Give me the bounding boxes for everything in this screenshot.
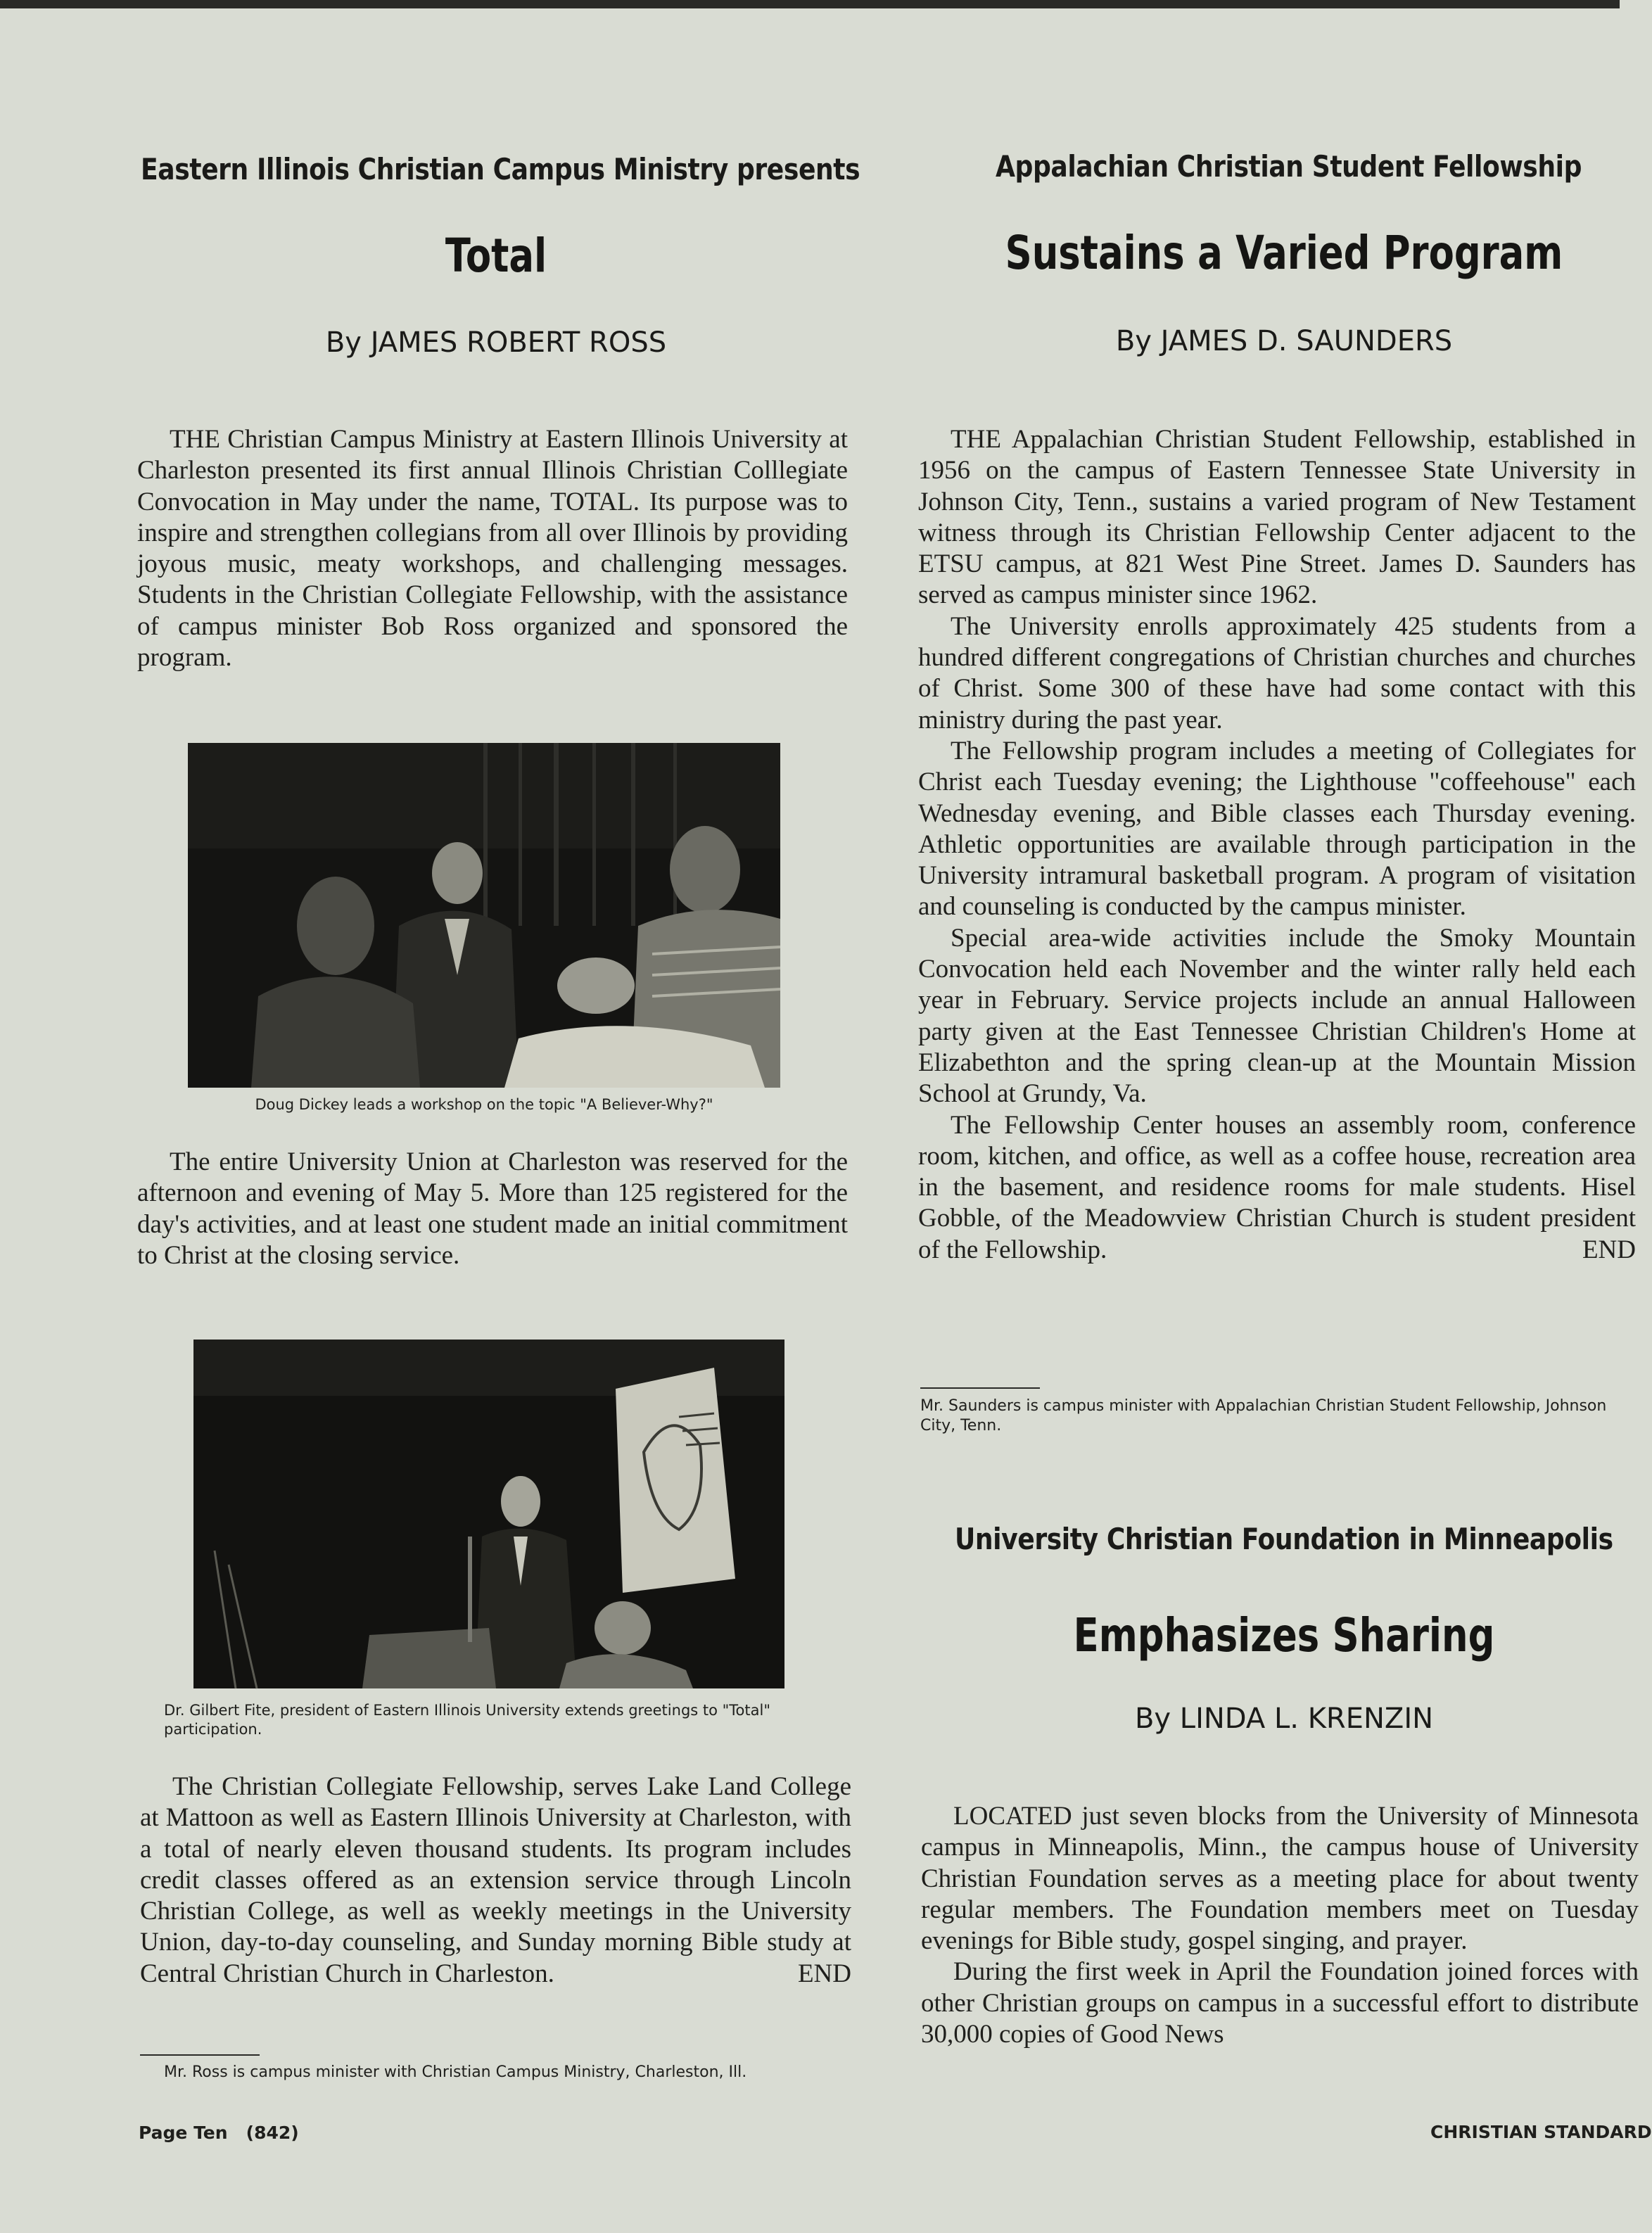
right-paragraph: Special area-wide activities include the Smoky Mountain Convocation held each November and the winter rally held each year in February. Service projects include an annual Halloween party given at the East Tennessee Christian Children's Home at Elizabethton and the spring clean-up at the Mountain Mission School at Grundy, Va. <box>918 923 1636 1109</box>
right-end-mark: END <box>1582 1235 1636 1264</box>
left-folio: Page Ten (842) <box>139 2123 299 2143</box>
right-title-2: Emphasizes Sharing <box>1073 1608 1495 1662</box>
left-paragraph-text: The Christian Collegiate Fellowship, serves Lake Land College at Mattoon as well as Eastern Illinois University at Charleston, with a total of nearly eleven thousand students. Its program includes credit classes offered as an extension service through Lincoln Christian College, as well as weekly meetings in the University Union, day-to-day counseling, and Sunday morning Bible study at Central Christian Church in Charleston. <box>140 1772 851 1988</box>
right-body-1 <box>918 424 1636 1266</box>
workshop-photo-caption: Doug Dickey leads a workshop on the topic "A Believer-Why?" <box>255 1096 713 1113</box>
right-byline-1: By JAMES D. SAUNDERS <box>1115 325 1453 357</box>
left-kicker: Eastern Illinois Christian Campus Ministry presents <box>141 152 860 186</box>
greeting-photo <box>193 1340 784 1688</box>
right-kicker-1: Appalachian Christian Student Fellowship <box>996 149 1582 184</box>
left-body-1 <box>137 424 848 673</box>
right-byline-2: By LINDA L. KRENZIN <box>1134 1703 1434 1735</box>
right-footnote-rule <box>920 1387 1040 1389</box>
right-paragraph <box>918 1110 1636 1266</box>
right-paragraph: During the first week in April the Foundation joined forces with other Christian groups on campus in a successful effort to distribute 30,000 copies of Good News <box>921 1957 1639 2049</box>
left-footnote-rule <box>140 2054 260 2056</box>
left-body-3 <box>140 1771 851 1990</box>
left-paragraph: THE Christian Campus Ministry at Eastern Illinois University at Charleston presented its first annual Illinois Christian Colllegiate Convocation in May under the name, TOTAL. Its purpose was to inspire and strengthen collegians from all over Illinois by providing joyous music, meaty workshops, and challenging messages. Students in the Christian Collegiate Fellowship, with the assistance of campus minister Bob Ross organized and sponsored the program. <box>137 425 848 673</box>
right-paragraph: THE Appalachian Christian Student Fellowship, established in 1956 on the campus of Eastern Tennessee State University in Johnson City, Tenn., sustains a varied program of New Testament witness through its Christian Fellowship Center adjacent to the ETSU campus, at 821 West Pine Street. James D. Saunders has served as campus minister since 1962. <box>918 425 1636 610</box>
right-paragraph: LOCATED just seven blocks from the University of Minnesota campus in Minneapolis, Minn., the campus house of University Christian Foundation serves as a meeting place for about twenty regular members. The Foundation members meet on Tuesday evenings for Bible study, gospel singing, and prayer. <box>921 1802 1639 1956</box>
greeting-photo-image <box>193 1340 784 1688</box>
left-paragraph: The entire University Union at Charleston was reserved for the afternoon and evening of May 5. More than 125 registered for the day's activities, and at least one student made an initial commitment to Christ at the closing service. <box>137 1147 848 1270</box>
left-footnote: Mr. Ross is campus minister with Christian Campus Ministry, Charleston, Ill. <box>164 2063 747 2081</box>
right-paragraph: The Fellowship program includes a meeting of Collegiates for Christ each Tuesday evening; the Lighthouse "coffeehouse" each Wednesday evening, and Bible classes each Thursday evening. Athletic opportunities are available through participation in the University intramural basketball program. A program of visitation and counseling is conducted by the campus minister. <box>918 736 1636 922</box>
right-paragraph: The University enrolls approximately 425 students from a hundred different congregations of Christian churches and churches of Christ. Some 300 of these have had some contact with this ministry during the past year. <box>918 611 1636 734</box>
right-folio: CHRISTIAN STANDARD <box>1430 2122 1652 2142</box>
greeting-photo-caption: Dr. Gilbert Fite, president of Eastern Illinois University extends greetings to "Total" participation. <box>164 1702 771 1738</box>
left-title: Total <box>445 229 547 283</box>
right-paragraph-text: The Fellowship Center houses an assembly room, conference room, kitchen, and office, as well as a coffee house, recreation area in the basement, and residence rooms for male students. Hisel Gobble, of the Meadowview Christian Church is student president of the Fellowship. <box>918 1110 1636 1264</box>
right-footnote: Mr. Saunders is campus minister with Appalachian Christian Student Fellowship, Johnson City, Tenn. <box>920 1397 1607 1434</box>
workshop-photo-image <box>188 743 780 1088</box>
right-column <box>918 0 1652 2233</box>
right-title-1: Sustains a Varied Program <box>1005 226 1563 280</box>
left-body-2 <box>137 1147 848 1271</box>
left-byline: By JAMES ROBERT ROSS <box>325 326 667 359</box>
left-paragraph <box>140 1771 851 1990</box>
right-body-2 <box>921 1801 1639 2050</box>
left-end-mark: END <box>797 1959 851 1988</box>
right-kicker-2: University Christian Foundation in Minneapolis <box>955 1522 1613 1556</box>
workshop-photo <box>188 743 780 1088</box>
